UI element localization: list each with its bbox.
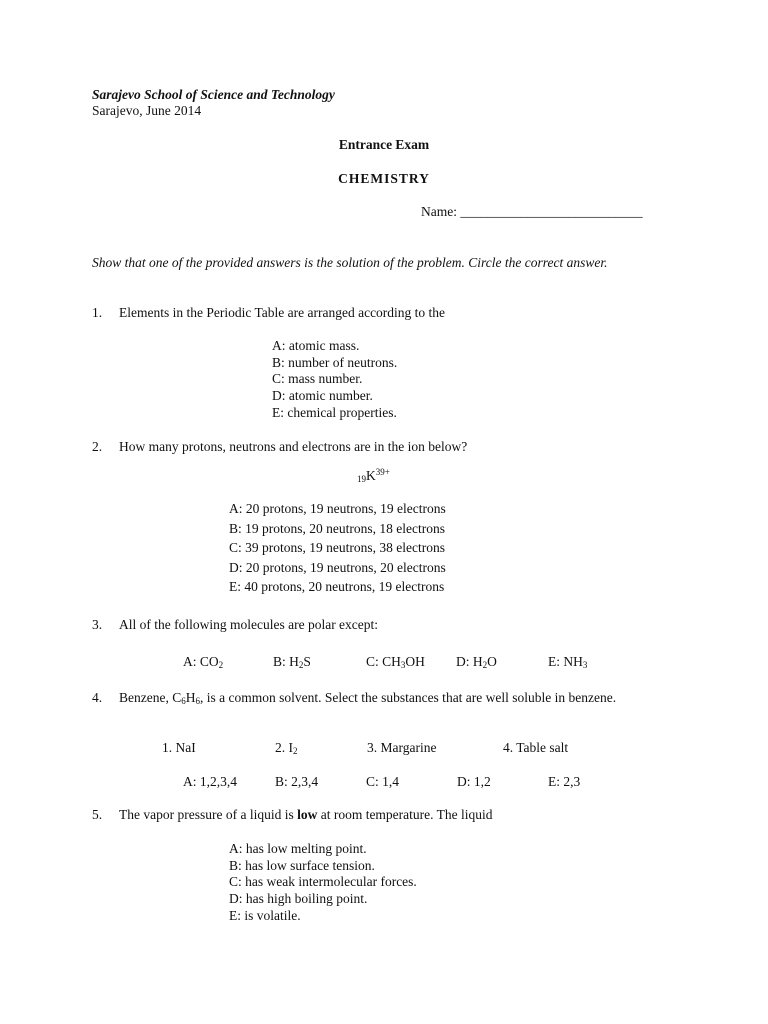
question-4-option: B: 2,3,4 (275, 774, 319, 789)
question-5-option: E: is volatile. (229, 907, 301, 923)
question-1-number: 1. (92, 305, 103, 320)
question-2-option: B: 19 protons, 20 neutrons, 18 electrons (229, 520, 445, 536)
question-4-substance: 1. NaI (162, 740, 196, 755)
exam-title: Entrance Exam (338, 137, 430, 152)
question-4-option: E: 2,3 (548, 774, 581, 789)
question-5-options (229, 841, 417, 925)
question-1-option: C: mass number. (272, 371, 363, 387)
question-2-number: 2. (92, 439, 103, 454)
question-5-option: C: has weak intermolecular forces. (229, 874, 417, 890)
ion-atomic-number: 19 (357, 474, 366, 484)
question-3-option: A: $CO_2$ (183, 654, 224, 670)
question-3-option: E: $NH_3$ (548, 654, 588, 670)
question-1-text: Elements in the Periodic Table are arranged according to the (119, 305, 446, 320)
question-3-number: 3. (92, 617, 103, 632)
question-1-option: D: atomic number. (272, 388, 373, 404)
question-4-options (0, 774, 768, 792)
question-5-option: D: has high boiling point. (229, 891, 368, 907)
question-2-option: A: 20 protons, 19 neutrons, 19 electrons (229, 501, 446, 516)
question-1-option: E: chemical properties. (272, 404, 397, 420)
question-2-option: D: 20 protons, 19 neutrons, 20 electrons (229, 559, 446, 575)
question-4-option: A: 1,2,3,4 (183, 774, 237, 789)
question-4-option: D: 1,2 (457, 774, 491, 789)
question-3-option: C: $CH_3OH$ (366, 654, 425, 670)
emphasis-low: low (297, 807, 318, 822)
question-4-substance: 4. Table salt (503, 740, 569, 755)
question-2-options (229, 499, 446, 597)
question-3-option: D: $H_2O$ (456, 654, 497, 670)
question-2-option: C: 39 protons, 19 neutrons, 38 electrons (229, 540, 445, 555)
question-3-option: B: $H_2S$ (273, 654, 311, 670)
question-4-substance: 3. Margarine (367, 740, 437, 755)
name-field (421, 204, 643, 220)
question-2-option: E: 40 protons, 20 neutrons, 19 electrons (229, 579, 445, 594)
question-5-option: A: has low melting point. (229, 841, 367, 856)
question-1-option: A: atomic mass. (272, 338, 360, 353)
question-2-text: How many protons, neutrons and electrons are in the ion below? (119, 439, 468, 454)
ion-mass-charge: 39+ (375, 467, 390, 477)
question-4-text: 4. Benzene, $C_6H_6$, is a common solvent. Select the substances that are well soluble in benzene. (92, 690, 617, 706)
question-5-text: The vapor pressure of a liquid is low at room temperature. The liquid (119, 807, 493, 822)
question-1-option: B: number of neutrons. (272, 354, 398, 370)
question-1-options (272, 338, 397, 422)
instructions: Show that one of the provided answers is the solution of the problem. Circle the correct answer. (92, 255, 608, 270)
question-5-option: B: has low surface tension. (229, 857, 375, 873)
question-3-options (0, 654, 768, 672)
name-label: Name: (421, 204, 457, 219)
question-4-number: 4. (92, 690, 103, 705)
name-blank-line: ___________________________ (460, 204, 643, 219)
question-4-option: C: 1,4 (366, 774, 400, 789)
question-4-substance: 2. $I_2$ (275, 740, 298, 756)
ion-symbol: K (366, 468, 376, 483)
question-4-substances (0, 740, 768, 758)
place-date: Sarajevo, June 2014 (92, 103, 202, 118)
subject-title: CHEMISTRY (338, 171, 430, 186)
question-5-number: 5. (92, 807, 103, 822)
ion-notation (357, 468, 390, 487)
question-3-text: All of the following molecules are polar except: (119, 617, 379, 632)
school-name: Sarajevo School of Science and Technology (92, 87, 335, 102)
